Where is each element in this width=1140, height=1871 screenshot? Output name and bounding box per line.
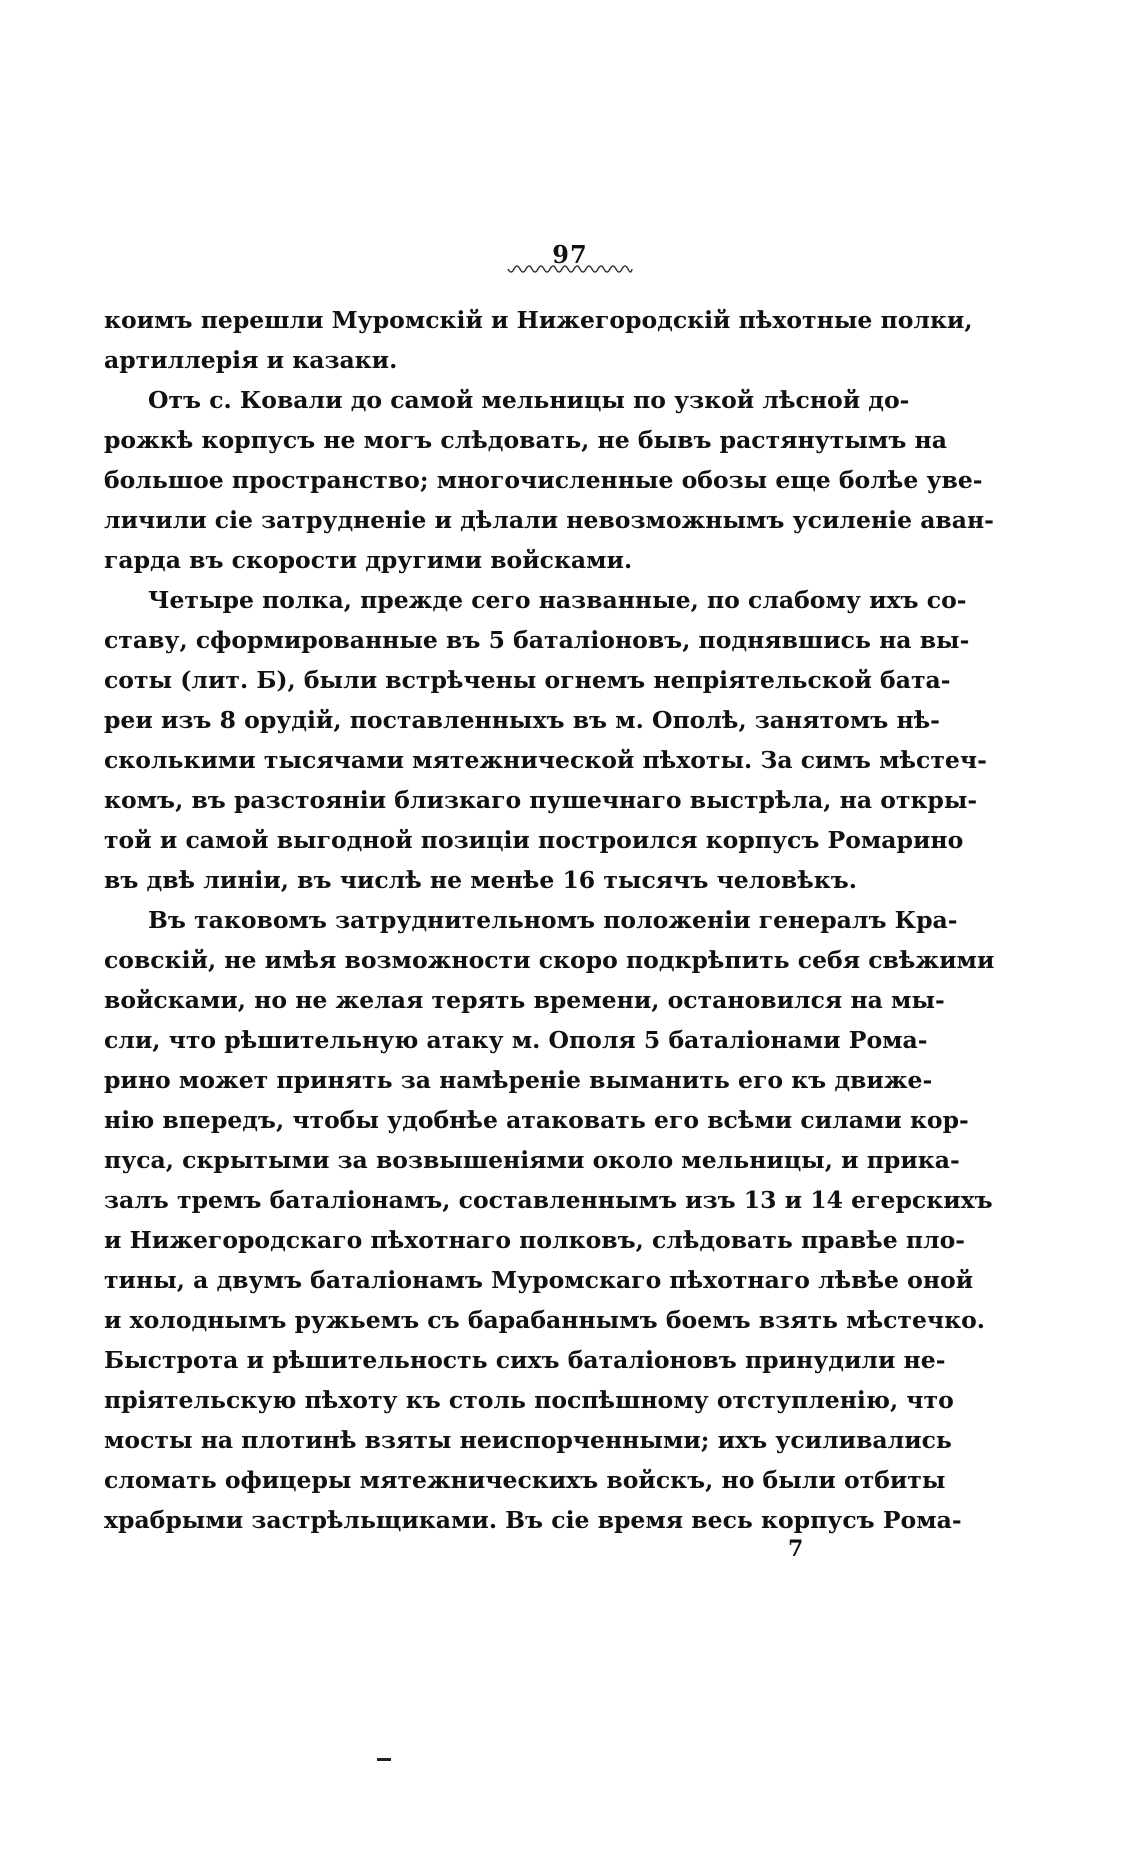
- text-line: комъ, въ разстояніи близкаго пушечнаго выстрѣла, на откры-: [104, 786, 978, 814]
- signature-mark: 7: [788, 1536, 804, 1562]
- text-line: пуса, скрытыми за возвышеніями около мельницы, и прика-: [104, 1146, 960, 1174]
- text-line: пріятельскую пѣхоту къ столь поспѣшному отступленію, что: [104, 1386, 954, 1414]
- text-line: тины, а двумъ баталіонамъ Муромскаго пѣхотнаго лѣвѣе оной: [104, 1266, 974, 1294]
- text-line: Отъ с. Ковали до самой мельницы по узкой лѣсной до-: [148, 386, 910, 414]
- text-line: той и самой выгодной позиціи построился корпусъ Ромарино: [104, 826, 964, 854]
- text-line: коимъ перешли Муромскій и Нижегородскій пѣхотные полки,: [104, 306, 973, 334]
- text-line: въ двѣ линіи, въ числѣ не менѣе 16 тысячъ человѣкъ.: [104, 866, 857, 894]
- text-line: и холоднымъ ружьемъ съ барабаннымъ боемъ взять мѣстечко.: [104, 1306, 985, 1334]
- text-line: нію впередъ, чтобы удобнѣе атаковать его всѣми силами кор-: [104, 1106, 969, 1134]
- text-line: артиллерія и казаки.: [104, 346, 398, 374]
- text-line: Въ таковомъ затруднительномъ положеніи генералъ Кра-: [148, 906, 958, 934]
- text-line: рино может принять за намѣреніе выманить его къ движе-: [104, 1066, 933, 1094]
- text-line: соты (лит. Б), были встрѣчены огнемъ непріятельской бата-: [104, 666, 951, 694]
- text-line: мосты на плотинѣ взяты неиспорченными; ихъ усиливались: [104, 1426, 952, 1454]
- text-line: войсками, но не желая терять времени, остановился на мы-: [104, 986, 945, 1014]
- text-line: залъ тремъ баталіонамъ, составленнымъ изъ 13 и 14 егерскихъ: [104, 1186, 993, 1214]
- text-line: совскій, не имѣя возможности скоро подкрѣпить себя свѣжими: [104, 946, 995, 974]
- bottom-dash: [377, 1758, 391, 1761]
- text-line: ставу, сформированные въ 5 баталіоновъ, поднявшись на вы-: [104, 626, 970, 654]
- page-number: 97: [552, 240, 588, 269]
- text-line: гарда въ скорости другими войсками.: [104, 546, 633, 574]
- text-line: личили сіе затрудненіе и дѣлали невозможнымъ усиленіе аван-: [104, 506, 994, 534]
- text-line: сломать офицеры мятежническихъ войскъ, но были отбиты: [104, 1466, 946, 1494]
- text-line: сли, что рѣшительную атаку м. Ополя 5 баталіонами Рома-: [104, 1026, 928, 1054]
- text-line: сколькими тысячами мятежнической пѣхоты. За симъ мѣстеч-: [104, 746, 987, 774]
- text-line: Четыре полка, прежде сего названные, по слабому ихъ со-: [148, 586, 967, 614]
- text-line: реи изъ 8 орудій, поставленныхъ въ м. Ополѣ, занятомъ нѣ-: [104, 706, 940, 734]
- text-line: рожкѣ корпусъ не могъ слѣдовать, не бывъ растянутымъ на: [104, 426, 947, 454]
- page-number-ornament: [508, 265, 632, 277]
- text-line: храбрыми застрѣльщиками. Въ сіе время весь корпусъ Рома-: [104, 1506, 962, 1534]
- body-text: [104, 300, 995, 1540]
- text-line: и Нижегородскаго пѣхотнаго полковъ, слѣдовать правѣе пло-: [104, 1226, 966, 1254]
- text-line: большое пространство; многочисленные обозы еще болѣе уве-: [104, 466, 983, 494]
- text-line: Быстрота и рѣшительность сихъ баталіоновъ принудили не-: [104, 1346, 946, 1374]
